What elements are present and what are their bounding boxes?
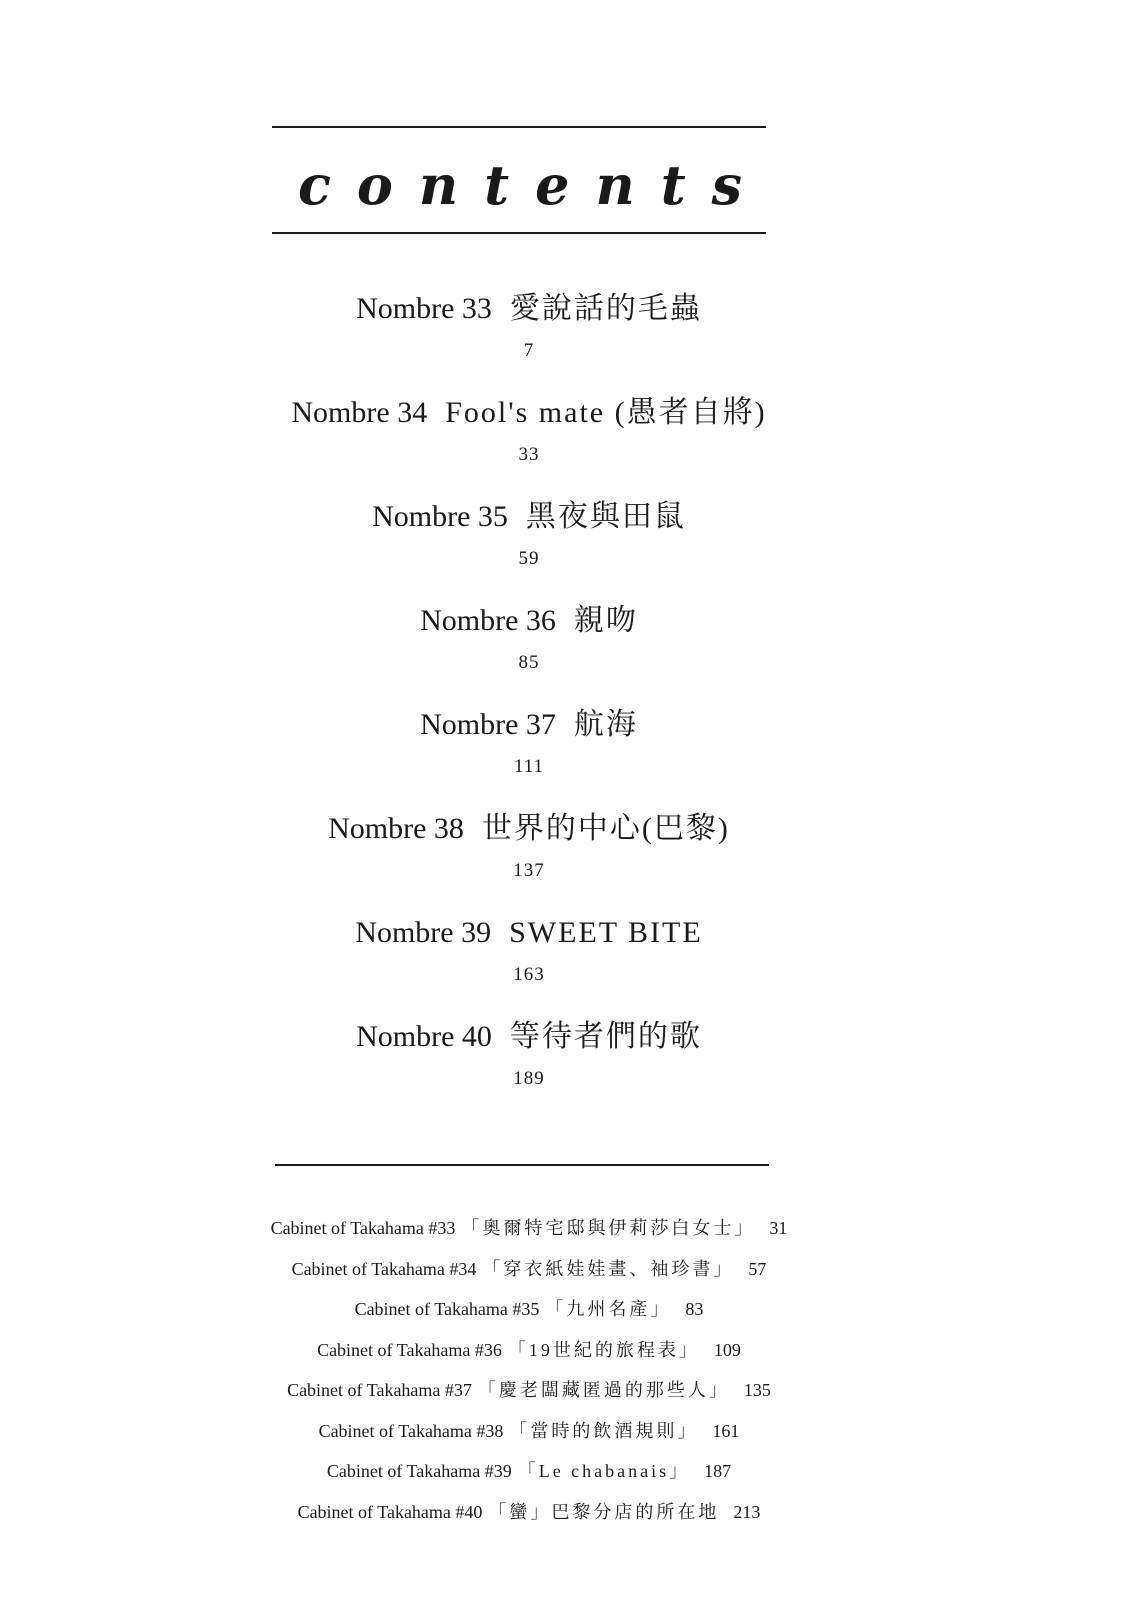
chapter-title: 親吻	[573, 604, 638, 637]
cabinet-label: Cabinet of Takahama #34	[291, 1258, 477, 1279]
cabinet-title: 「Le chabanais」	[517, 1461, 691, 1481]
chapter-heading	[0, 700, 1058, 750]
chapter-list	[0, 284, 1058, 1116]
cabinet-page-number: 161	[712, 1420, 740, 1441]
cabinet-page-number: 187	[704, 1461, 732, 1481]
chapter-entry	[0, 492, 1058, 596]
cabinet-entry	[0, 1451, 1058, 1492]
chapter-entry	[0, 1012, 1058, 1116]
chapter-heading	[0, 388, 1058, 438]
chapter-number: Nombre 38	[328, 812, 464, 845]
cabinet-page-number: 31	[769, 1218, 788, 1238]
chapter-entry	[0, 908, 1058, 1012]
chapter-entry	[0, 596, 1058, 700]
chapter-page-number: 7	[523, 340, 535, 361]
chapter-heading	[0, 804, 1058, 854]
cabinet-label: Cabinet of Takahama #39	[326, 1461, 512, 1481]
cabinet-entry	[0, 1249, 1058, 1290]
chapter-heading	[0, 284, 1058, 334]
cabinet-page-number: 213	[733, 1501, 761, 1522]
chapter-heading	[0, 492, 1058, 542]
cabinet-title: 「當時的飲酒規則」	[509, 1420, 699, 1441]
cabinet-label: Cabinet of Takahama #35	[354, 1299, 540, 1319]
cabinet-entry	[0, 1208, 1058, 1249]
cabinet-page-number: 83	[685, 1299, 704, 1319]
chapter-page-number: 163	[513, 964, 545, 985]
cabinet-title: 「九州名產」	[545, 1299, 672, 1319]
chapter-title: 世界的中心(巴黎)	[481, 812, 730, 845]
chapter-entry	[0, 804, 1058, 908]
chapter-number: Nombre 36	[420, 604, 556, 637]
cabinet-label: Cabinet of Takahama #33	[270, 1218, 456, 1238]
cabinet-title: 「慶老闆藏匿過的那些人」	[477, 1380, 730, 1400]
cabinet-title: 「穿衣紙娃娃畫、袖珍書」	[482, 1258, 735, 1279]
chapter-heading	[0, 908, 1058, 958]
cabinet-entry	[0, 1492, 1058, 1533]
chapter-number: Nombre 34	[291, 396, 428, 429]
cabinet-label: Cabinet of Takahama #36	[317, 1339, 502, 1360]
chapter-page-number: 33	[518, 444, 540, 465]
cabinet-page-number: 57	[748, 1258, 767, 1279]
cabinet-title: 「蠻」巴黎分店的所在地	[488, 1501, 720, 1522]
chapter-entry	[0, 388, 1058, 492]
section-divider	[275, 1164, 769, 1166]
chapter-entry	[0, 700, 1058, 804]
chapter-page-number: 59	[518, 548, 540, 569]
chapter-title: 等待者們的歌	[509, 1020, 702, 1053]
heading-rule-bottom	[272, 232, 766, 234]
cabinet-entry	[0, 1330, 1058, 1371]
cabinet-entry	[0, 1289, 1058, 1330]
chapter-number: Nombre 39	[355, 916, 492, 949]
chapter-page-number: 111	[513, 756, 545, 777]
chapter-heading	[0, 1012, 1058, 1062]
chapter-page-number: 189	[513, 1068, 545, 1089]
cabinet-title: 「19世紀的旅程表」	[507, 1339, 700, 1360]
chapter-entry	[0, 284, 1058, 388]
cabinet-page-number: 135	[743, 1380, 771, 1400]
page-title: contents	[298, 153, 769, 217]
cabinet-label: Cabinet of Takahama #40	[297, 1501, 483, 1522]
cabinet-page-number: 109	[713, 1339, 741, 1360]
chapter-title: SWEET BITE	[509, 916, 703, 949]
chapter-title: 愛說話的毛蟲	[509, 292, 702, 325]
chapter-title: 黑夜與田鼠	[525, 500, 686, 533]
chapter-page-number: 137	[513, 860, 545, 881]
chapter-number: Nombre 33	[356, 292, 492, 325]
chapter-title: Fool's mate (愚者自將)	[445, 396, 767, 429]
chapter-number: Nombre 37	[420, 708, 556, 741]
chapter-heading	[0, 596, 1058, 646]
cabinet-label: Cabinet of Takahama #38	[318, 1420, 504, 1441]
cabinet-label: Cabinet of Takahama #37	[287, 1380, 472, 1400]
cabinet-list	[0, 1208, 1058, 1532]
chapter-title: 航海	[573, 708, 638, 741]
cabinet-entry	[0, 1411, 1058, 1452]
chapter-number: Nombre 40	[356, 1020, 492, 1053]
cabinet-title: 「奧爾特宅邸與伊莉莎白女士」	[461, 1218, 756, 1238]
chapter-page-number: 85	[518, 652, 540, 673]
heading-rule-top	[272, 126, 766, 128]
chapter-number: Nombre 35	[372, 500, 508, 533]
cabinet-entry	[0, 1370, 1058, 1411]
